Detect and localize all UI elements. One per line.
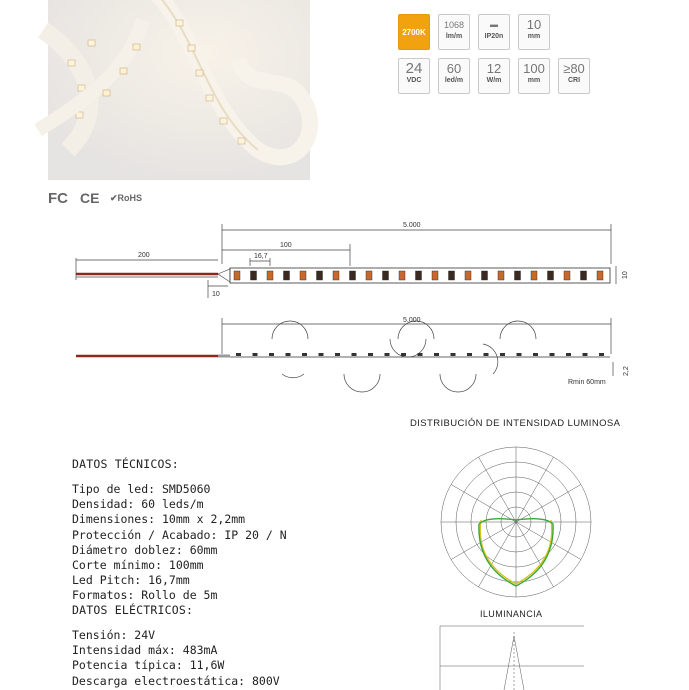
polar-spoke bbox=[516, 457, 554, 522]
list-item: Corte mínimo: 100mm bbox=[72, 558, 204, 573]
led-chip bbox=[432, 271, 438, 280]
led-chip bbox=[350, 271, 356, 280]
led-chip-side bbox=[434, 353, 439, 356]
polar-diagram-title: DISTRIBUCIÓN DE INTENSIDAD LUMINOSA bbox=[410, 418, 621, 429]
led-chip-side bbox=[484, 353, 489, 356]
list-item: Tipo de led: SMD5060 bbox=[72, 482, 211, 496]
led-chip bbox=[317, 271, 323, 280]
fcc-logo: FC bbox=[48, 190, 68, 207]
polar-spoke bbox=[479, 457, 517, 522]
cri-icon: ≥80 CRI bbox=[558, 58, 590, 94]
list-item: Led Pitch: 16,7mm bbox=[72, 573, 190, 588]
led-chip-side bbox=[517, 353, 522, 356]
led-chip bbox=[366, 271, 372, 280]
polar-spoke bbox=[451, 485, 516, 523]
led-chip-side bbox=[253, 353, 258, 356]
led-chip bbox=[548, 271, 554, 280]
led-chip-side bbox=[550, 353, 555, 356]
led-chip-side bbox=[599, 353, 604, 356]
led-chip bbox=[251, 271, 257, 280]
datos-tecnicos-list bbox=[72, 482, 287, 604]
led-chip-side bbox=[500, 353, 505, 356]
led-chip-side bbox=[533, 353, 538, 356]
svg-text:10: 10 bbox=[212, 291, 220, 298]
list-item: Potencia típica: 11,6W bbox=[72, 658, 225, 673]
svg-text:10: 10 bbox=[622, 271, 629, 279]
led-chip bbox=[267, 271, 273, 280]
product-photo bbox=[48, 0, 310, 180]
list-item: Tensión: 24V bbox=[72, 628, 156, 642]
led-chip bbox=[515, 271, 521, 280]
led-chip-side bbox=[467, 353, 472, 356]
datos-tecnicos-title: DATOS TÉCNICOS: bbox=[72, 457, 179, 471]
svg-text:16,7: 16,7 bbox=[254, 253, 268, 260]
led-chip bbox=[416, 271, 422, 280]
spec-icons-grid bbox=[396, 14, 596, 104]
led-chip-side bbox=[335, 353, 340, 356]
cut-length-icon: 100 mm bbox=[518, 58, 550, 94]
list-item: Protección / Acabado: IP 20 / N bbox=[72, 527, 287, 542]
rohs-logo: ✔RoHS bbox=[110, 193, 143, 203]
led-chip-side bbox=[401, 353, 406, 356]
led-chip bbox=[333, 271, 339, 280]
led-chip-side bbox=[451, 353, 456, 356]
led-chip bbox=[234, 271, 240, 280]
polar-spoke bbox=[516, 485, 581, 523]
led-chip-side bbox=[269, 353, 274, 356]
ce-logo: CE bbox=[80, 190, 100, 206]
led-chip-side bbox=[368, 353, 373, 356]
list-item: Diámetro doblez: 60mm bbox=[72, 542, 218, 557]
led-chip-side bbox=[583, 353, 588, 356]
voltage-icon: 24 VDC bbox=[398, 58, 430, 94]
svg-text:100: 100 bbox=[280, 242, 292, 249]
ip-rating-icon: ▬ IP20n bbox=[478, 14, 510, 50]
led-chip bbox=[399, 271, 405, 280]
led-chip-side bbox=[418, 353, 423, 356]
led-chip-side bbox=[286, 353, 291, 356]
led-chip bbox=[383, 271, 389, 280]
led-chip bbox=[449, 271, 455, 280]
datos-electricos-title: DATOS ELÉCTRICOS: bbox=[72, 603, 194, 617]
width-icon: 10 mm bbox=[518, 14, 550, 50]
led-chip bbox=[300, 271, 306, 280]
list-item: Descarga electroestática: 800V bbox=[72, 673, 280, 688]
list-item: Formatos: Rollo de 5m bbox=[72, 588, 218, 603]
svg-text:5.000: 5.000 bbox=[403, 222, 421, 229]
power-icon: 12 W/m bbox=[478, 58, 510, 94]
led-chip bbox=[284, 271, 290, 280]
dimension-drawing bbox=[68, 214, 628, 394]
led-chip-side bbox=[302, 353, 307, 356]
led-chip bbox=[564, 271, 570, 280]
luminous-flux-icon: 1068 lm/m bbox=[438, 14, 470, 50]
led-chip-side bbox=[566, 353, 571, 356]
led-chip bbox=[498, 271, 504, 280]
led-chip-side bbox=[352, 353, 357, 356]
list-item: Densidad: 60 leds/m bbox=[72, 497, 204, 512]
led-chip bbox=[482, 271, 488, 280]
iluminancia-diagram bbox=[434, 622, 584, 690]
svg-text:200: 200 bbox=[138, 252, 150, 259]
led-chip bbox=[465, 271, 471, 280]
svg-text:Rmin 60mm: Rmin 60mm bbox=[568, 379, 606, 386]
led-chip bbox=[531, 271, 537, 280]
list-item: Dimensiones: 10mm x 2,2mm bbox=[72, 512, 246, 527]
color-temperature-icon: 2700K bbox=[398, 14, 430, 50]
led-chip bbox=[581, 271, 587, 280]
iluminancia-title: ILUMINANCIA bbox=[480, 609, 543, 619]
led-density-icon: 60 led/m bbox=[438, 58, 470, 94]
datos-electricos-list bbox=[72, 628, 280, 689]
list-item: Intensidad máx: 483mA bbox=[72, 643, 218, 658]
svg-text:2,2: 2,2 bbox=[623, 366, 630, 376]
led-chip bbox=[597, 271, 603, 280]
svg-text:5.000: 5.000 bbox=[403, 317, 421, 324]
led-chip-side bbox=[319, 353, 324, 356]
polar-intensity-diagram bbox=[425, 432, 607, 604]
led-chip-side bbox=[236, 353, 241, 356]
led-chip-side bbox=[385, 353, 390, 356]
